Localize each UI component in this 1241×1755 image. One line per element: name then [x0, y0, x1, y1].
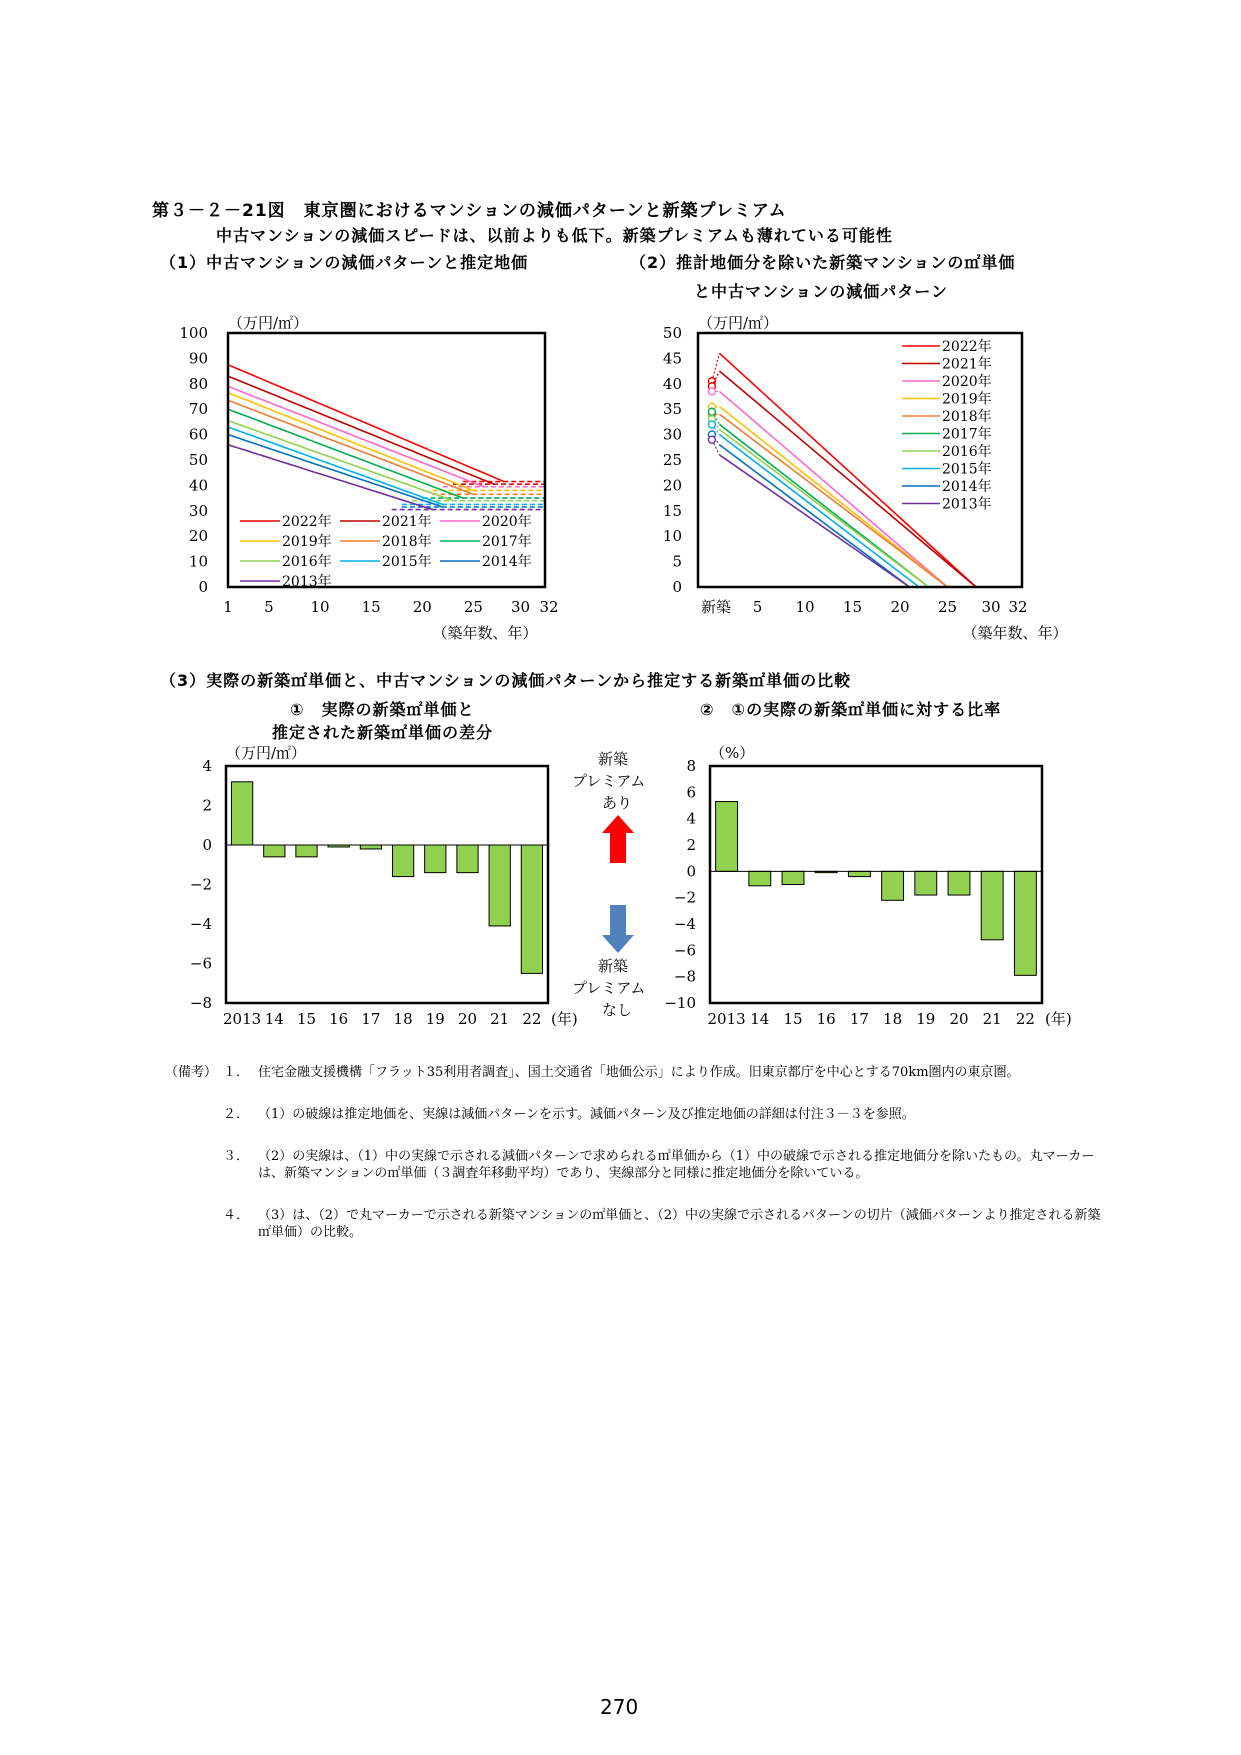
y-tick-label: 45: [662, 349, 682, 368]
legend-label: 2021年: [382, 514, 432, 530]
y-tick-label: 10: [662, 527, 682, 546]
legend-label: 2021年: [942, 356, 992, 373]
x-unit-label: (年): [1045, 1010, 1072, 1028]
legend-label: 2015年: [382, 554, 432, 570]
y-tick-label: 80: [188, 374, 208, 393]
panel1-title: （1）中古マンションの減価パターンと推定地価: [160, 253, 529, 272]
x-tick-label: 15: [296, 1010, 317, 1028]
premium-yes-label-2: プレミアム: [572, 772, 646, 790]
x-tick-label: 25: [463, 598, 483, 616]
y-tick-label: 6: [686, 783, 696, 802]
new-condo-marker-2015年: [708, 421, 715, 428]
line-2020年: [720, 391, 948, 587]
new-condo-marker-2020年: [708, 388, 715, 395]
legend-label: 2022年: [282, 514, 332, 530]
bar-14: [749, 871, 771, 885]
chart-premium-ratio: [650, 740, 1080, 1040]
bar-15: [296, 845, 317, 857]
x-tick-label: 2013: [707, 1010, 746, 1028]
bar-22: [521, 845, 542, 973]
x-tick-label: 15: [361, 598, 381, 616]
y-tick-label: 15: [662, 501, 682, 520]
new-condo-marker-2013年: [708, 436, 715, 443]
x-tick-label: 30: [511, 598, 531, 616]
legend-label: 2018年: [942, 409, 992, 425]
chart-depreciation-land-price: [170, 305, 590, 650]
bar-2013: [231, 782, 252, 845]
y-tick-label: 0: [686, 862, 696, 881]
panel3-title: （3）実際の新築㎡単価と、中古マンションの減価パターンから推定する新築㎡単価の比較: [160, 671, 852, 690]
premium-yes-label-1: 新築: [598, 750, 629, 768]
x-tick-label: 14: [750, 1010, 770, 1028]
x-tick-label: 17: [361, 1010, 381, 1028]
legend-label: 2019年: [282, 534, 332, 550]
x-tick-label: 32: [539, 598, 559, 616]
x-tick-label: 5: [752, 598, 763, 616]
x-tick-label: 32: [1008, 598, 1028, 616]
bar-18: [882, 871, 904, 900]
x-axis-label: （築年数、年）: [432, 624, 538, 642]
legend-label: 2013年: [282, 574, 332, 590]
y-axis-label: （万円/㎡）: [698, 314, 779, 332]
legend-label: 2020年: [942, 374, 992, 390]
premium-yes-label-3: あり: [602, 794, 633, 812]
chart-new-condo-excluding-land: [650, 305, 1080, 650]
x-tick-label: 18: [883, 1010, 903, 1028]
panel2-title-line1: （2）推計地価分を除いた新築マンションの㎡単価: [630, 253, 1016, 272]
bar-21: [489, 845, 510, 926]
x-tick-label: 19: [425, 1010, 445, 1028]
bar-19: [425, 845, 446, 873]
line-2016年: [720, 430, 929, 587]
y-tick-label: −10: [664, 994, 696, 1012]
y-tick-label: 0: [202, 836, 212, 854]
line-2017年: [228, 409, 463, 498]
legend-label: 2018年: [382, 534, 432, 550]
chart-premium-difference: [170, 740, 590, 1040]
x-tick-label: 5: [264, 598, 274, 616]
x-tick-label: 16: [816, 1010, 836, 1028]
legend-label: 2020年: [482, 514, 532, 530]
y-tick-label: 40: [188, 476, 208, 495]
x-tick-label: 15: [842, 598, 863, 616]
y-tick-label: 4: [686, 809, 696, 828]
x-tick-label: 22: [1015, 1010, 1035, 1028]
legend-label: 2016年: [282, 554, 332, 570]
panel3a-title-line2: 推定された新築㎡単価の差分: [272, 723, 494, 742]
y-tick-label: 35: [662, 400, 682, 419]
bar-20: [948, 871, 970, 895]
page-number: 270: [600, 1695, 639, 1719]
panel3b-title: ② ①の実際の新築㎡単価に対する比率: [700, 700, 1002, 719]
x-tick-label: 1: [223, 598, 233, 616]
premium-no-label-1: 新築: [598, 957, 629, 975]
x-tick-label: 21: [490, 1010, 510, 1028]
x-tick-label: 22: [522, 1010, 542, 1028]
y-tick-label: −2: [673, 888, 696, 907]
figure-subtitle: 中古マンションの減価スピードは、以前よりも低下。新築プレミアムも薄れている可能性: [216, 226, 893, 245]
y-tick-label: −4: [189, 915, 212, 933]
y-tick-label: −2: [189, 875, 212, 894]
x-tick-label: 19: [916, 1010, 936, 1028]
y-tick-label: 20: [188, 527, 208, 546]
bar-22: [1014, 871, 1036, 975]
y-tick-label: 8: [686, 757, 696, 775]
y-tick-label: 5: [672, 552, 682, 571]
panel3a-title-line1: ① 実際の新築㎡単価と: [290, 700, 475, 719]
legend-label: 2017年: [942, 426, 992, 443]
bar-17: [848, 871, 870, 876]
bar-18: [392, 845, 413, 877]
bar-17: [360, 845, 381, 849]
premium-no-label-3: なし: [602, 1001, 633, 1019]
y-tick-label: −8: [673, 967, 696, 986]
y-axis-label: （万円/㎡）: [228, 314, 309, 332]
legend-label: 2016年: [942, 444, 992, 460]
y-tick-label: 30: [662, 425, 682, 444]
up-arrow-icon: [600, 815, 636, 865]
y-tick-label: 4: [202, 757, 212, 775]
legend-label: 2013年: [942, 496, 992, 513]
premium-no-label-2: プレミアム: [572, 979, 646, 997]
x-tick-label: 2013: [223, 1010, 262, 1028]
line-2014年: [720, 445, 910, 587]
legend-label: 2014年: [942, 479, 992, 495]
bar-20: [457, 845, 478, 873]
line-2015年: [720, 435, 920, 587]
notes-prefix: （備考）: [165, 1065, 218, 1080]
x-tick-label: 17: [849, 1010, 869, 1028]
y-tick-label: 30: [188, 501, 208, 520]
y-tick-label: 0: [198, 578, 208, 596]
bar-15: [782, 871, 804, 884]
bar-2013: [716, 802, 738, 872]
x-tick-label: 30: [981, 598, 1001, 616]
x-tick-label: 16: [329, 1010, 349, 1028]
y-tick-label: 60: [188, 425, 208, 444]
x-tick-label: 25: [937, 598, 958, 616]
x-tick-label: 新築: [700, 598, 732, 616]
line-2020年: [228, 386, 484, 486]
x-tick-label: 20: [412, 598, 432, 616]
y-axis-label: （万円/㎡）: [226, 744, 307, 762]
x-tick-label: 14: [264, 1010, 284, 1028]
line-2021年: [720, 371, 977, 587]
x-tick-label: 20: [949, 1010, 969, 1028]
y-tick-label: −4: [673, 915, 696, 933]
y-tick-label: 25: [662, 451, 682, 469]
y-tick-label: −6: [673, 941, 696, 960]
y-tick-label: 40: [662, 374, 682, 393]
x-tick-label: 18: [393, 1010, 413, 1028]
legend-label: 2015年: [942, 461, 992, 478]
y-tick-label: 10: [188, 552, 208, 571]
legend-label: 2014年: [482, 554, 532, 570]
y-tick-label: 50: [662, 324, 682, 342]
figure-title: 第３－２－21図 東京圏におけるマンションの減価パターンと新築プレミアム: [152, 201, 787, 221]
x-tick-label: 20: [890, 598, 910, 616]
new-condo-marker-2017年: [708, 408, 715, 415]
line-2018年: [720, 414, 948, 587]
x-unit-label: (年): [551, 1010, 578, 1028]
line-2013年: [720, 455, 910, 587]
y-tick-label: 90: [188, 349, 208, 368]
y-tick-label: 2: [202, 796, 212, 815]
x-tick-label: 10: [795, 598, 815, 616]
y-tick-label: 20: [662, 476, 682, 495]
legend-label: 2019年: [942, 391, 992, 408]
y-tick-label: 50: [188, 451, 208, 469]
y-tick-label: 0: [672, 578, 682, 596]
line-2022年: [228, 365, 504, 482]
y-tick-label: −8: [189, 994, 212, 1012]
y-tick-label: 70: [188, 400, 208, 419]
bar-14: [264, 845, 285, 857]
legend-label: 2017年: [482, 534, 532, 550]
y-tick-label: −6: [189, 954, 212, 973]
panel2-title-line2: と中古マンションの減価パターン: [694, 282, 948, 301]
x-tick-label: 15: [783, 1010, 803, 1028]
down-arrow-icon: [600, 905, 636, 955]
y-axis-label: （%）: [710, 744, 755, 762]
y-tick-label: 2: [686, 836, 696, 854]
x-axis-label: （築年数、年）: [962, 624, 1068, 642]
x-tick-label: 10: [310, 598, 330, 616]
x-tick-label: 20: [457, 1010, 478, 1028]
y-tick-label: 100: [179, 324, 208, 342]
line-2022年: [720, 353, 977, 587]
bar-21: [981, 871, 1003, 939]
legend-label: 2022年: [942, 339, 992, 355]
connector-2022年: [712, 353, 720, 381]
bar-19: [915, 871, 937, 895]
x-tick-label: 21: [982, 1010, 1002, 1028]
